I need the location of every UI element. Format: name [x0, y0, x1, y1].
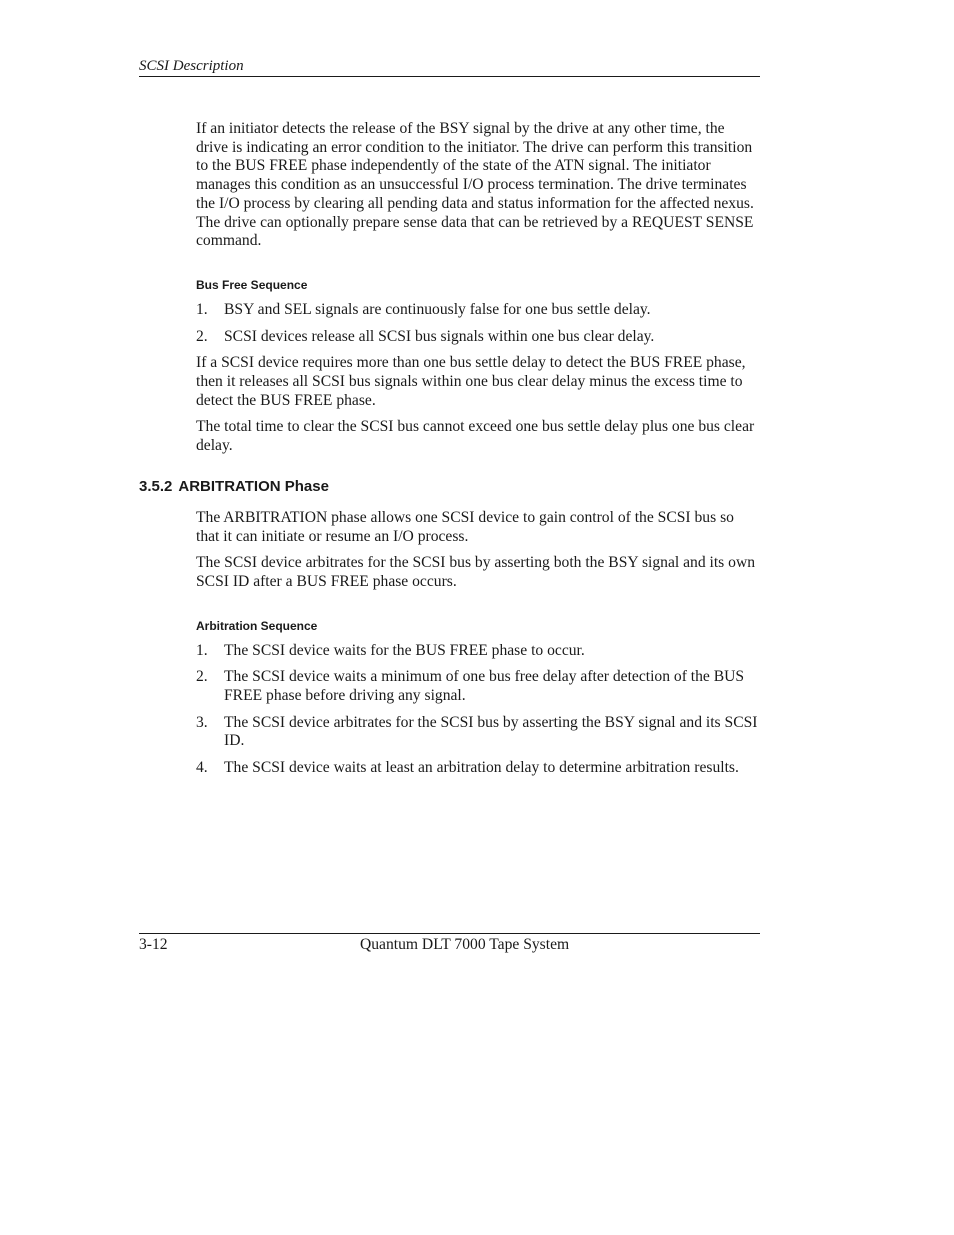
footer-rule: [139, 933, 760, 934]
bus-free-sequence-heading: Bus Free Sequence: [196, 277, 308, 292]
step-text: The SCSI device waits at least an arbitration delay to determine arbitration results.: [224, 759, 739, 777]
book-title: Quantum DLT 7000 Tape System: [360, 936, 570, 953]
list-item: [196, 759, 760, 778]
page-number: 3-12: [139, 936, 168, 953]
intro-paragraph: If an initiator detects the release of the BSY signal by the drive at any other time, the drive is indicating an error condition to the initiator. The drive can perform this transition to the BUS FREE phase independently of the state of the ATN signal. The initiator manages this condition as an unsuccessful I/O process termination. The drive terminates the I/O process by clearing all pending data and status information for the affected nexus. The drive can optionally prepare sense data that can be retrieved by a REQUEST SENSE command.: [196, 120, 754, 250]
arbitration-sequence-heading: Arbitration Sequence: [196, 618, 318, 633]
page-body: [139, 120, 760, 786]
step-text: The SCSI device waits a minimum of one bus free delay after detection of the BUS FREE phase before driving any signal.: [224, 668, 745, 705]
bus-free-paragraph-2: The total time to clear the SCSI bus cannot exceed one bus settle delay plus one bus clear delay.: [196, 417, 755, 454]
step-number: 1.: [196, 300, 208, 318]
bus-free-paragraph-1: If a SCSI device requires more than one bus settle delay to detect the BUS FREE phase, then it releases all SCSI bus signals within one bus clear delay minus the excess time to detect the BUS FREE phase.: [196, 354, 746, 409]
arbitration-paragraph-2: The SCSI device arbitrates for the SCSI bus by asserting both the BSY signal and its own SCSI ID after a BUS FREE phase occurs.: [196, 554, 755, 590]
step-number: 1.: [196, 641, 208, 659]
section-heading: [139, 477, 760, 497]
step-text: SCSI devices release all SCSI bus signals within one bus clear delay.: [224, 327, 655, 345]
list-item: [196, 301, 760, 320]
list-item: [196, 642, 760, 661]
running-head: SCSI Description: [139, 58, 244, 74]
section-number: 3.5.2: [139, 478, 173, 496]
list-item: [196, 328, 760, 347]
step-number: 2.: [196, 327, 208, 345]
step-number: 4.: [196, 759, 208, 777]
bus-free-steps: [196, 301, 760, 346]
step-text: The SCSI device arbitrates for the SCSI bus by asserting the BSY signal and its SCSI ID.: [224, 713, 758, 750]
arbitration-steps: [196, 642, 760, 778]
step-text: BSY and SEL signals are continuously false for one bus settle delay.: [224, 300, 651, 318]
step-number: 3.: [196, 713, 208, 731]
step-number: 2.: [196, 668, 208, 686]
arbitration-paragraph-1: The ARBITRATION phase allows one SCSI device to gain control of the SCSI bus so that it can initiate or resume an I/O process.: [196, 509, 734, 546]
list-item: [196, 714, 760, 751]
header-rule: [139, 76, 760, 77]
section-title: ARBITRATION Phase: [178, 478, 329, 496]
step-text: The SCSI device waits for the BUS FREE phase to occur.: [224, 641, 585, 659]
list-item: [196, 668, 760, 705]
